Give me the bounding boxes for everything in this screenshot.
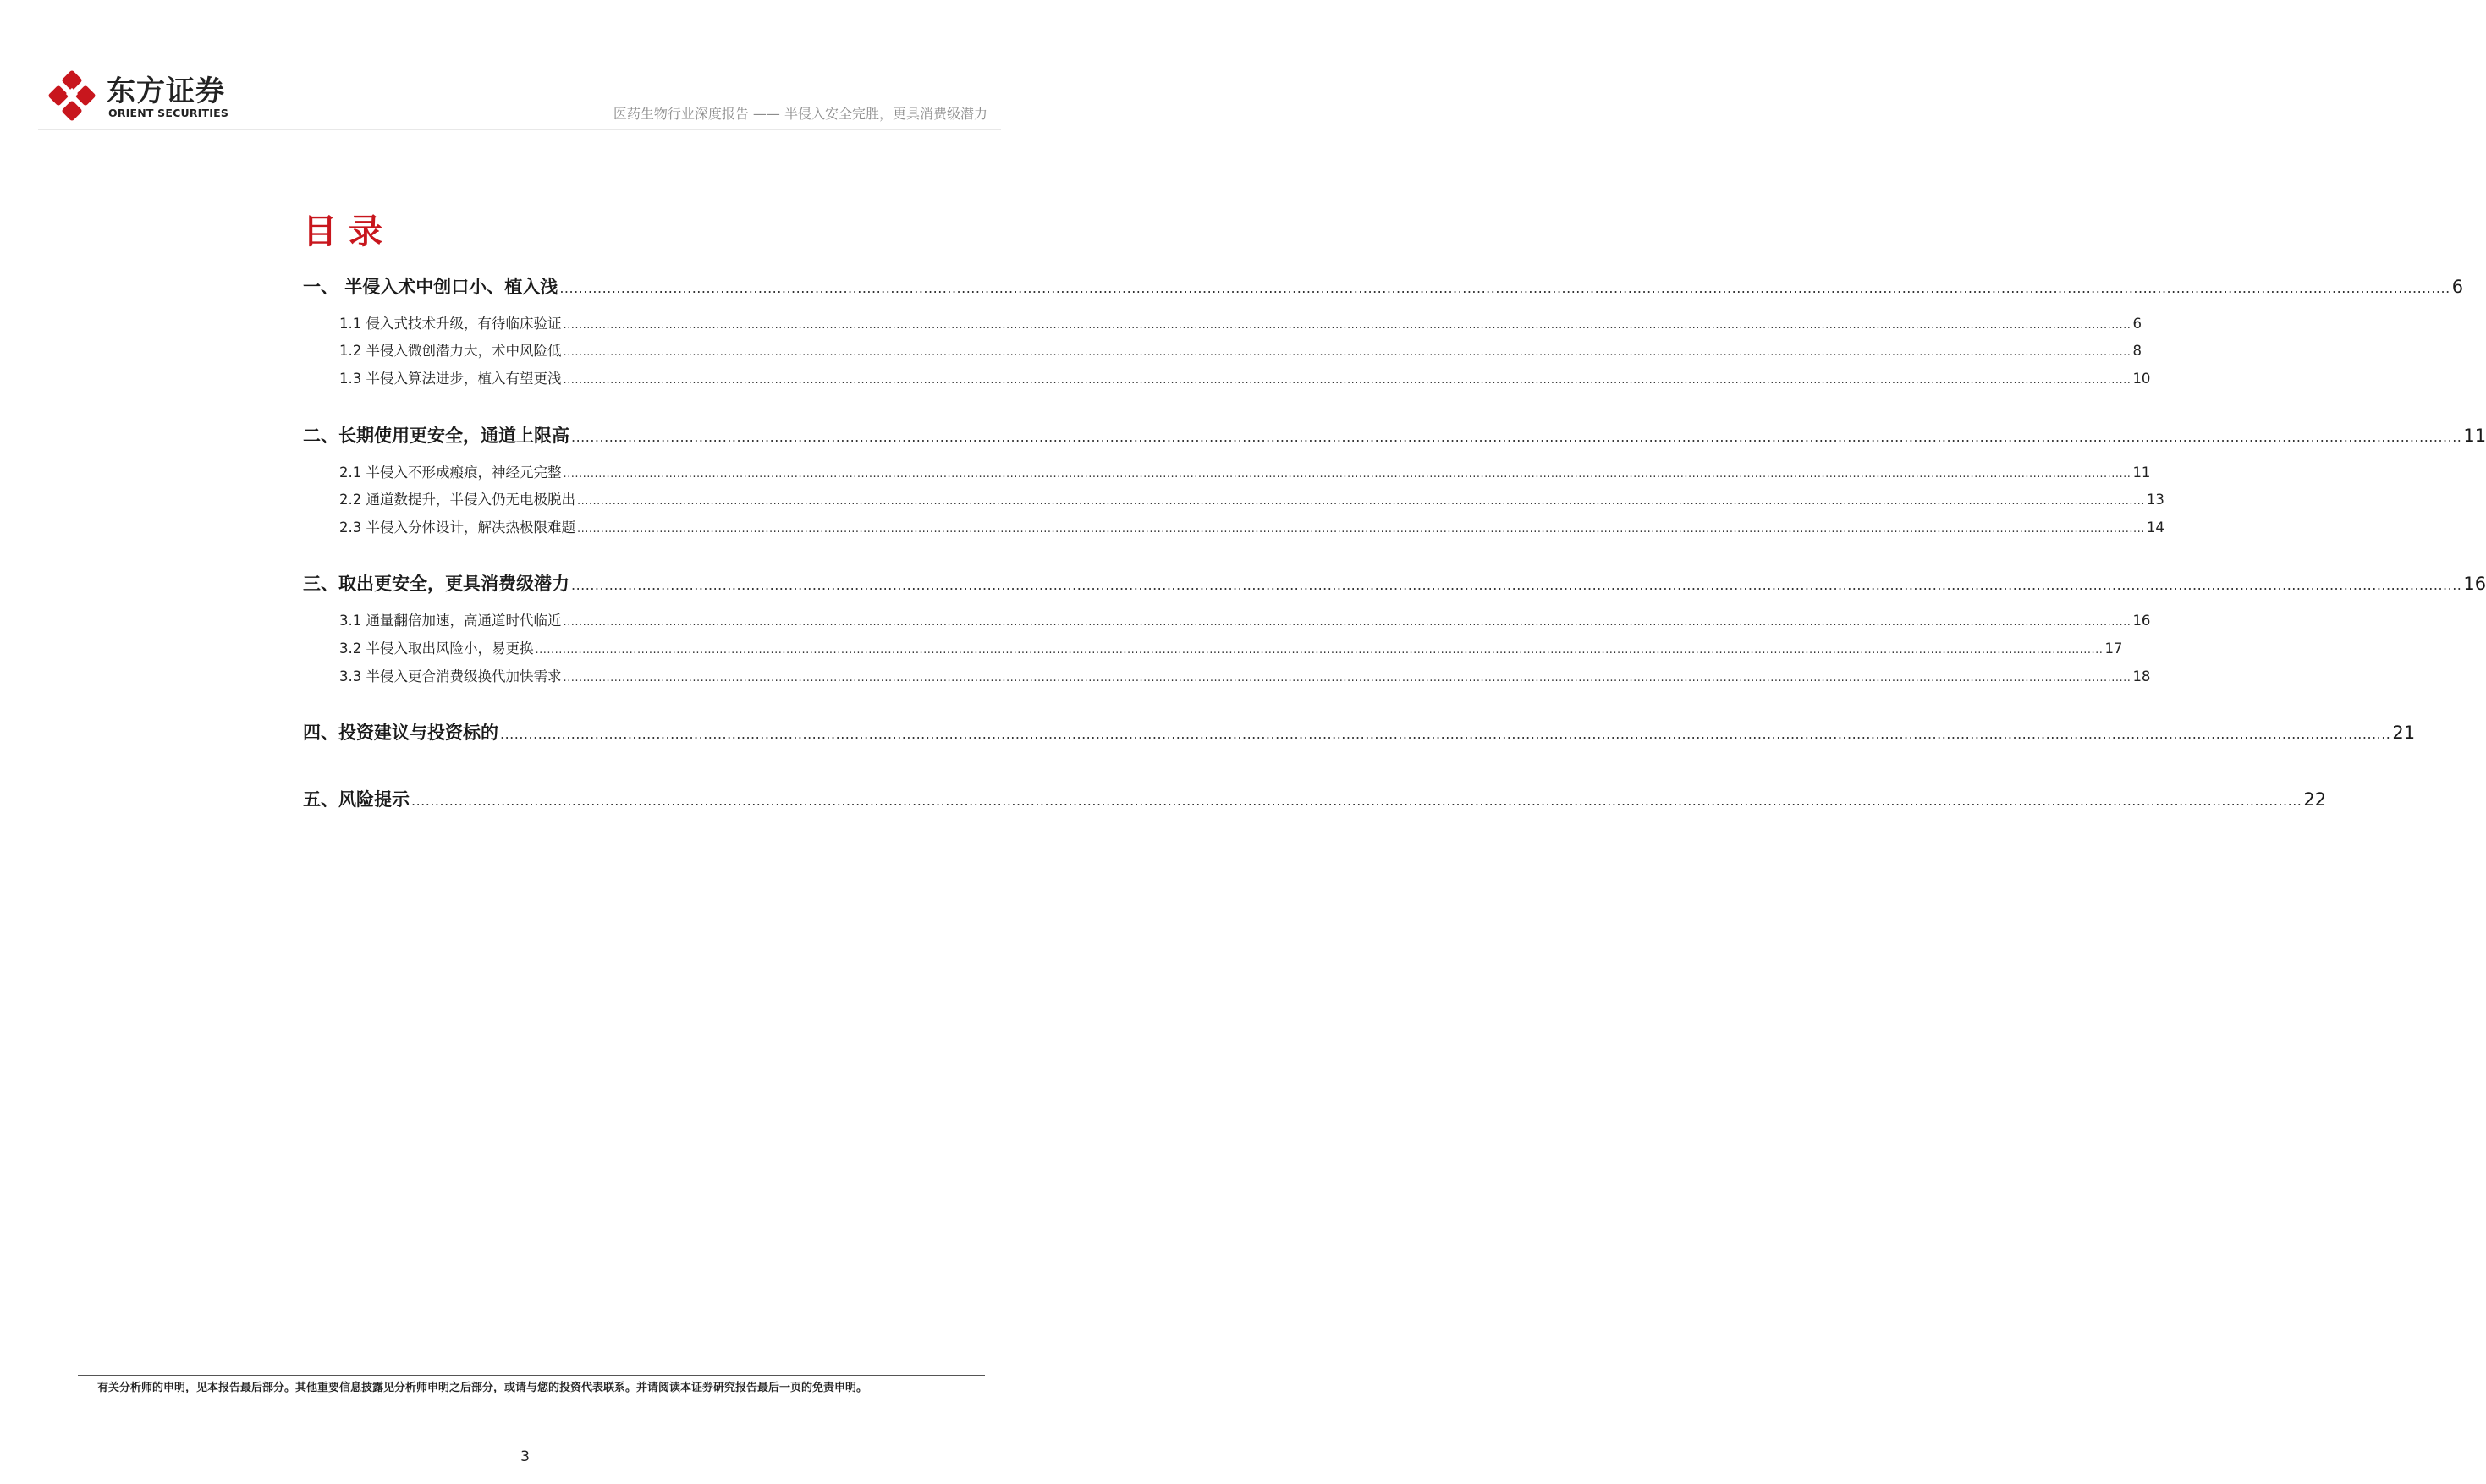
toc-entry-label: 三、取出更安全，更具消费级潜力 (303, 574, 569, 594)
page-header (0, 0, 1050, 131)
toc-entry-page: 16 (2132, 613, 2151, 629)
toc-entry-3-3[interactable] (339, 668, 2151, 688)
toc-entry-label: 3.1 通量翻倍加速，高通道时代临近 (339, 613, 562, 629)
page-number: 3 (520, 1448, 530, 1465)
toc-entry-section-5[interactable] (303, 788, 2327, 813)
toc-entry-2-1[interactable] (339, 464, 2151, 484)
toc-entry-page: 11 (2132, 464, 2151, 481)
toc-entry-page: 14 (2146, 519, 2164, 536)
toc-entry-label: 1.1 侵入式技术升级，有待临床验证 (339, 316, 562, 332)
toc-leader-dots: ................................................................................................................................................................................................................................................................................................................................................................................................................ (563, 468, 2131, 481)
toc-entry-page: 8 (2132, 343, 2142, 359)
logo-text-cn: 东方证券 (107, 74, 225, 108)
toc-entry-section-3[interactable] (303, 572, 2486, 597)
toc-leader-dots: ................................................................................................................................................................................................................................................................................................................................................................................................................ (571, 577, 2462, 593)
toc-entry-label: 1.3 半侵入算法进步，植入有望更浅 (339, 371, 562, 387)
toc-leader-dots: ................................................................................................................................................................................................................................................................................................................................................................................................................ (577, 523, 2145, 536)
toc-entry-1-3[interactable] (339, 370, 2151, 390)
toc-leader-dots: ................................................................................................................................................................................................................................................................................................................................................................................................................ (500, 726, 2391, 742)
footer-divider (78, 1375, 985, 1376)
toc-leader-dots: ................................................................................................................................................................................................................................................................................................................................................................................................................ (563, 346, 2131, 359)
report-title: 医药生物行业深度报告 —— 半侵入安全完胜，更具消费级潜力 (613, 106, 987, 122)
toc-entry-1-1[interactable] (339, 315, 2142, 335)
toc-entry-label: 1.2 半侵入微创潜力大，术中风险低 (339, 343, 562, 359)
toc-entry-section-4[interactable] (303, 721, 2416, 746)
toc-entry-page: 22 (2303, 789, 2327, 810)
toc-leader-dots: ................................................................................................................................................................................................................................................................................................................................................................................................................ (559, 280, 2450, 296)
toc-leader-dots: ................................................................................................................................................................................................................................................................................................................................................................................................................ (571, 429, 2462, 445)
toc-entry-label: 2.3 半侵入分体设计，解决热极限难题 (339, 519, 575, 536)
toc-leader-dots: ................................................................................................................................................................................................................................................................................................................................................................................................................ (563, 616, 2131, 629)
toc-entry-section-2[interactable] (303, 424, 2486, 449)
toc-entry-page: 16 (2463, 574, 2486, 594)
header-divider (38, 129, 1001, 130)
footer-disclaimer: 有关分析师的申明，见本报告最后部分。其他重要信息披露见分析师申明之后部分，或请与您的投资代表联系。并请阅读本证券研究报告最后一页的免责申明。 (97, 1382, 868, 1394)
toc-entry-3-1[interactable] (339, 612, 2151, 632)
toc-leader-dots: ................................................................................................................................................................................................................................................................................................................................................................................................................ (563, 319, 2131, 332)
toc-entry-3-2[interactable] (339, 640, 2123, 660)
toc-entry-page: 6 (2132, 316, 2142, 332)
toc-entry-label: 二、长期使用更安全，通道上限高 (303, 426, 569, 446)
orient-securities-logo-icon (49, 71, 100, 122)
toc-leader-dots: ................................................................................................................................................................................................................................................................................................................................................................................................................ (411, 793, 2302, 809)
toc-leader-dots: ................................................................................................................................................................................................................................................................................................................................................................................................................ (577, 495, 2145, 508)
toc-entry-page: 13 (2146, 492, 2164, 508)
toc-entry-label: 3.3 半侵入更合消费级换代加快需求 (339, 668, 562, 684)
toc-entry-page: 6 (2451, 277, 2464, 297)
toc-entry-label: 2.1 半侵入不形成瘢痕，神经元完整 (339, 464, 562, 481)
toc-title: 目录 (303, 212, 394, 251)
toc-entry-page: 21 (2392, 723, 2416, 743)
toc-entry-page: 18 (2132, 668, 2151, 684)
logo-text-en: ORIENT SECURITIES (108, 107, 229, 119)
toc-entry-section-1[interactable] (303, 275, 2464, 300)
toc-entry-page: 10 (2132, 371, 2151, 387)
toc-entry-2-3[interactable] (339, 519, 2164, 539)
toc-entry-label: 四、投资建议与投资标的 (303, 723, 498, 743)
toc-leader-dots: ................................................................................................................................................................................................................................................................................................................................................................................................................ (563, 374, 2131, 387)
toc-entry-label: 五、风险提示 (303, 789, 410, 810)
toc-leader-dots: ................................................................................................................................................................................................................................................................................................................................................................................................................ (535, 644, 2104, 657)
toc-entry-label: 2.2 通道数提升，半侵入仍无电极脱出 (339, 492, 575, 508)
toc-entry-2-2[interactable] (339, 491, 2164, 511)
toc-entry-page: 17 (2104, 640, 2123, 657)
toc-leader-dots: ................................................................................................................................................................................................................................................................................................................................................................................................................ (563, 672, 2131, 684)
toc-entry-page: 11 (2463, 426, 2486, 446)
toc-entry-label: 3.2 半侵入取出风险小，易更换 (339, 640, 534, 657)
toc-entry-label: 一、 半侵入术中创口小、植入浅 (303, 277, 558, 297)
toc-entry-1-2[interactable] (339, 342, 2142, 362)
